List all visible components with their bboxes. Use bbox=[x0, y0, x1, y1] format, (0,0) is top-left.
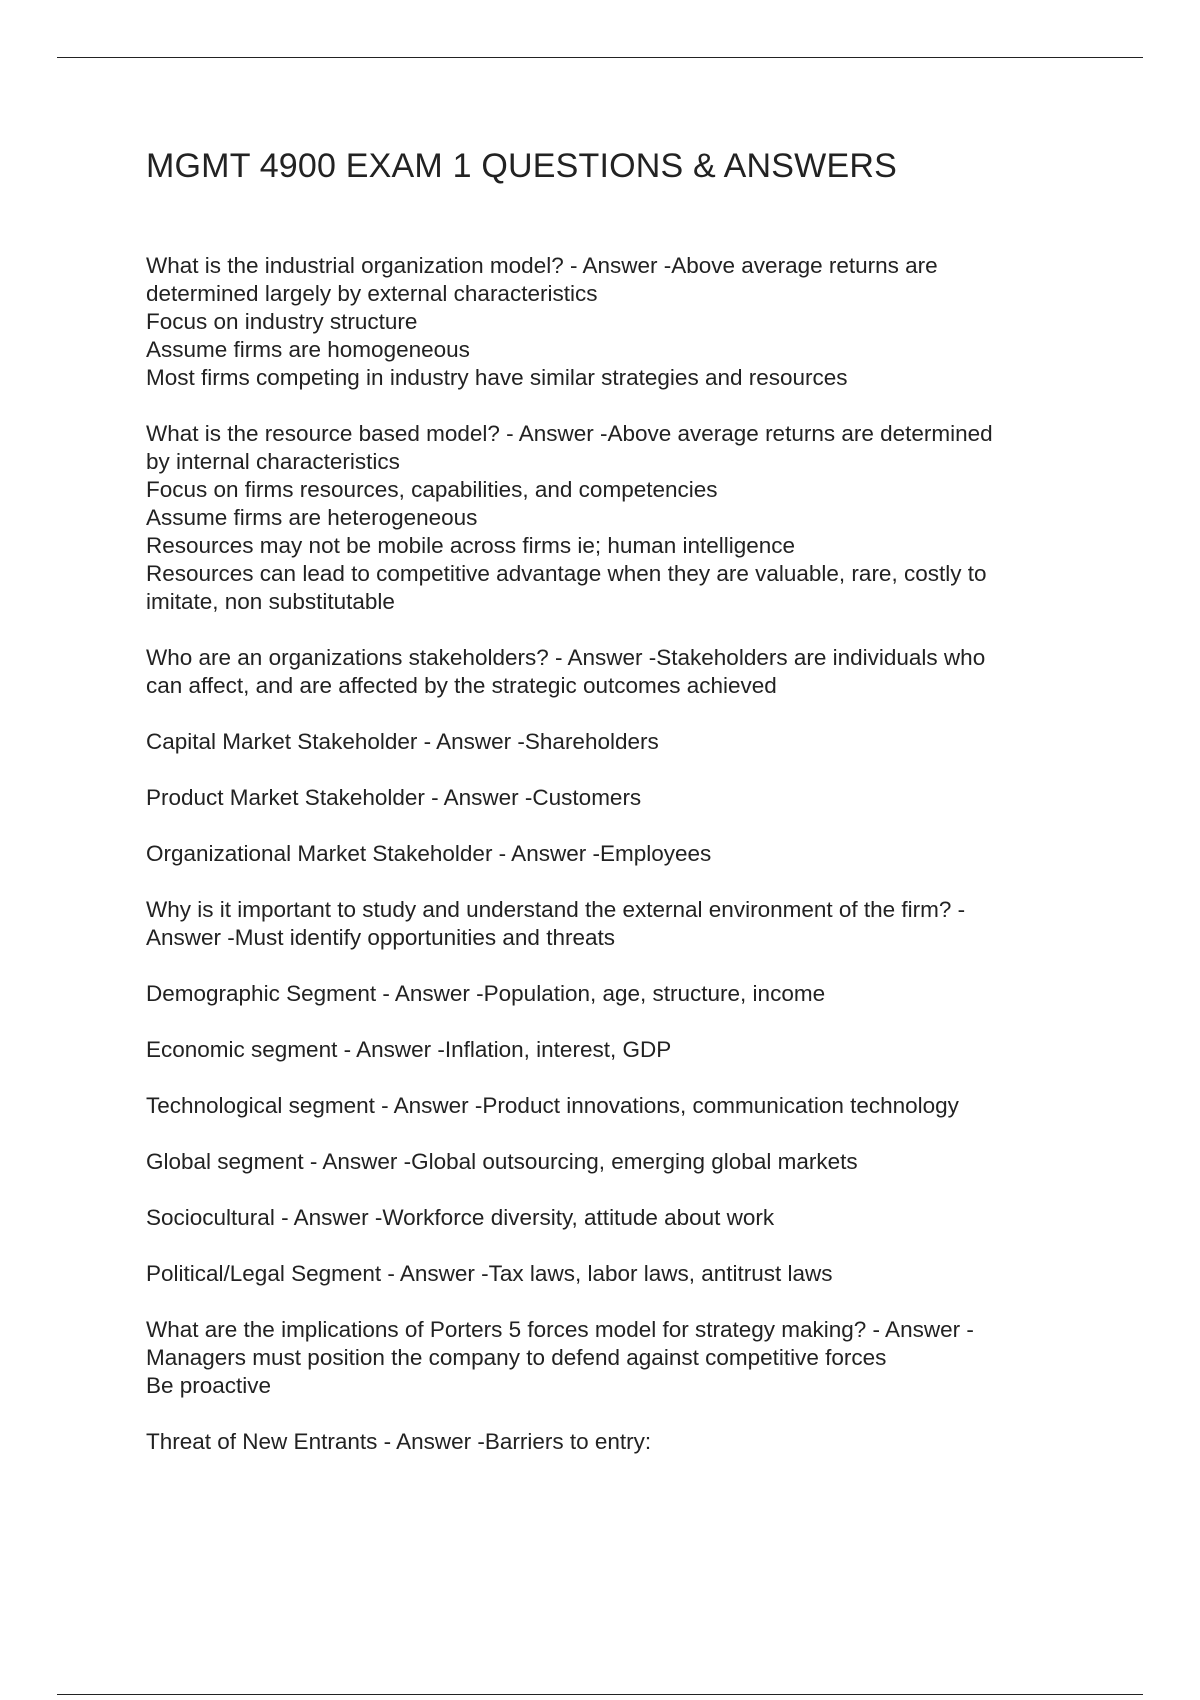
qa-entry-9 bbox=[146, 1036, 1086, 1064]
qa-line: Focus on firms resources, capabilities, and competencies bbox=[146, 477, 718, 502]
qa-entry-8 bbox=[146, 980, 1086, 1008]
qa-line: Managers must position the company to defend against competitive forces bbox=[146, 1345, 887, 1370]
qa-line: What is the industrial organization model? - Answer -Above average returns are bbox=[146, 253, 938, 278]
qa-entry-10 bbox=[146, 1092, 1086, 1120]
qa-line: Focus on industry structure bbox=[146, 309, 418, 334]
qa-line: Sociocultural - Answer -Workforce diversity, attitude about work bbox=[146, 1205, 775, 1230]
qa-line: can affect, and are affected by the strategic outcomes achieved bbox=[146, 673, 777, 698]
document-content bbox=[146, 140, 1086, 1484]
qa-line: determined largely by external characteristics bbox=[146, 281, 598, 306]
qa-entry-12 bbox=[146, 1204, 1086, 1232]
qa-entry-2 bbox=[146, 420, 1086, 616]
qa-line: What are the implications of Porters 5 forces model for strategy making? - Answer - bbox=[146, 1317, 974, 1342]
qa-line: Why is it important to study and understand the external environment of the firm? - bbox=[146, 897, 966, 922]
qa-entry-4 bbox=[146, 728, 1086, 756]
qa-line: Demographic Segment - Answer -Population, age, structure, income bbox=[146, 981, 826, 1006]
qa-line: Product Market Stakeholder - Answer -Customers bbox=[146, 785, 642, 810]
qa-line: Assume firms are homogeneous bbox=[146, 337, 470, 362]
qa-line: Global segment - Answer -Global outsourcing, emerging global markets bbox=[146, 1149, 858, 1174]
qa-entry-13 bbox=[146, 1260, 1086, 1288]
bottom-rule bbox=[57, 1694, 1143, 1695]
qa-line: Capital Market Stakeholder - Answer -Shareholders bbox=[146, 729, 659, 754]
qa-line: Assume firms are heterogeneous bbox=[146, 505, 478, 530]
qa-line: Political/Legal Segment - Answer -Tax laws, labor laws, antitrust laws bbox=[146, 1261, 833, 1286]
qa-line: What is the resource based model? - Answer -Above average returns are determined bbox=[146, 421, 993, 446]
qa-line: Threat of New Entrants - Answer -Barriers to entry: bbox=[146, 1429, 652, 1454]
qa-entry-7 bbox=[146, 896, 1086, 952]
document-title: MGMT 4900 EXAM 1 QUESTIONS & ANSWERS bbox=[146, 147, 897, 185]
qa-line: by internal characteristics bbox=[146, 449, 400, 474]
qa-line: imitate, non substitutable bbox=[146, 589, 395, 614]
qa-line: Resources can lead to competitive advantage when they are valuable, rare, costly to bbox=[146, 561, 987, 586]
qa-entry-15 bbox=[146, 1428, 1086, 1456]
top-rule bbox=[57, 57, 1143, 58]
qa-line: Organizational Market Stakeholder - Answer -Employees bbox=[146, 841, 712, 866]
qa-line: Answer -Must identify opportunities and threats bbox=[146, 925, 615, 950]
qa-list bbox=[146, 252, 1086, 1456]
qa-line: Economic segment - Answer -Inflation, interest, GDP bbox=[146, 1037, 672, 1062]
qa-entry-14 bbox=[146, 1316, 1086, 1400]
qa-line: Be proactive bbox=[146, 1373, 272, 1398]
qa-entry-3 bbox=[146, 644, 1086, 700]
qa-entry-6 bbox=[146, 840, 1086, 868]
qa-line: Who are an organizations stakeholders? - Answer -Stakeholders are individuals who bbox=[146, 645, 986, 670]
qa-line: Technological segment - Answer -Product innovations, communication technology bbox=[146, 1093, 959, 1118]
qa-entry-11 bbox=[146, 1148, 1086, 1176]
qa-entry-1 bbox=[146, 252, 1086, 392]
qa-entry-5 bbox=[146, 784, 1086, 812]
qa-line: Resources may not be mobile across firms ie; human intelligence bbox=[146, 533, 796, 558]
qa-line: Most firms competing in industry have similar strategies and resources bbox=[146, 365, 848, 390]
